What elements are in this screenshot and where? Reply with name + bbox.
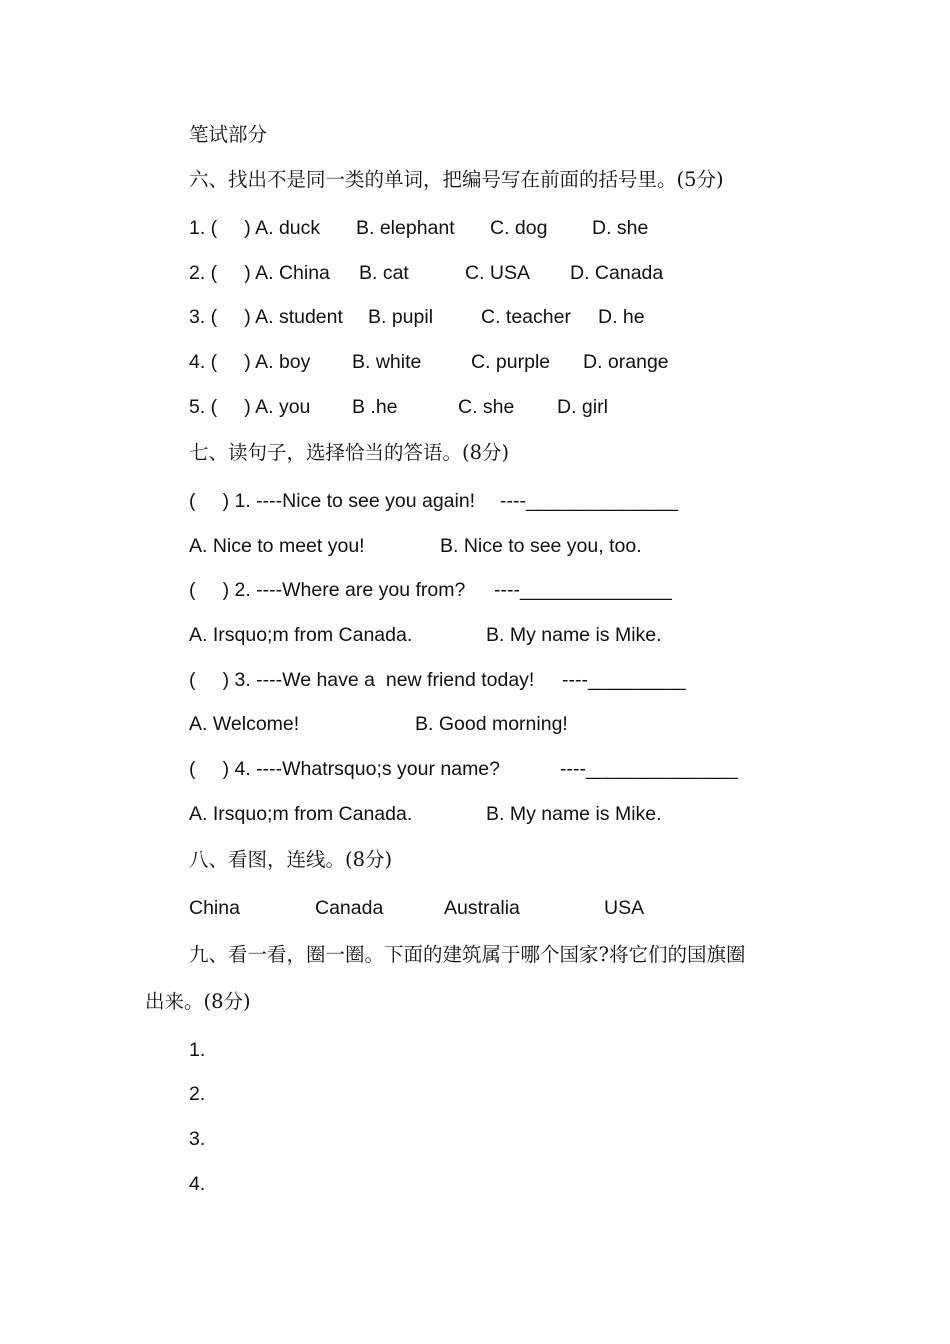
part7-options-4 (189, 800, 662, 828)
option-a: A. Irsquo;m from Canada. (189, 624, 413, 646)
option-a: A. Irsquo;m from Canada. (189, 803, 413, 825)
part7-heading: 七、读句子，选择恰当的答语。(8分) (189, 441, 510, 464)
option-c: C. dog (490, 217, 548, 239)
country-label: Canada (315, 897, 384, 919)
question-text: ( ) 3. ----We have a new friend today! (189, 669, 535, 691)
part6-heading: 六、找出不是同一类的单词，把编号写在前面的括号里。(5分) (189, 168, 724, 191)
part7-question-3 (189, 666, 686, 694)
question-text: ( ) 1. ----Nice to see you again! (189, 490, 476, 512)
part7-options-2 (189, 621, 662, 649)
option-b: B. My name is Mike. (486, 803, 662, 825)
option-a: 2. ( ) A. China (189, 262, 330, 284)
option-c: C. USA (465, 262, 531, 284)
country-label: China (189, 897, 240, 919)
part6-item-5 (189, 393, 608, 421)
part9-heading-continued: 出来。(8分) (145, 990, 251, 1013)
option-b: B. white (352, 351, 422, 373)
option-a: A. Nice to meet you! (189, 535, 365, 557)
part7-question-2 (189, 576, 672, 604)
question-text: ( ) 2. ----Where are you from? (189, 579, 466, 601)
part9-item-number: 2. (189, 1083, 206, 1105)
option-b: B. cat (359, 262, 409, 284)
section-title: 笔试部分 (189, 123, 268, 146)
option-a: A. Welcome! (189, 713, 300, 735)
option-b: B .he (352, 396, 398, 418)
option-b: B. elephant (356, 217, 455, 239)
option-c: C. teacher (481, 306, 571, 328)
option-b: B. Nice to see you, too. (440, 535, 642, 557)
option-a: 3. ( ) A. student (189, 306, 343, 328)
option-a: 4. ( ) A. boy (189, 351, 311, 373)
option-c: C. she (458, 396, 515, 418)
part9-item-number: 4. (189, 1173, 206, 1195)
answer-blank: ----_________ (562, 669, 686, 691)
answer-blank: ----______________ (500, 490, 678, 512)
country-label: USA (604, 897, 645, 919)
part9-heading: 九、看一看，圈一圈。下面的建筑属于哪个国家?将它们的国旗圈 (189, 943, 746, 966)
part8-country-row (189, 894, 645, 922)
part6-item-2 (189, 259, 664, 287)
part8-heading: 八、看图，连线。(8分) (189, 848, 393, 871)
part6-item-1 (189, 214, 649, 242)
question-text: ( ) 4. ----Whatrsquo;s your name? (189, 758, 501, 780)
part7-question-1 (189, 487, 678, 515)
part6-item-4 (189, 348, 669, 376)
option-b: B. pupil (368, 306, 434, 328)
option-d: D. she (592, 217, 649, 239)
option-d: D. Canada (570, 262, 664, 284)
answer-blank: ----______________ (494, 579, 672, 601)
part7-question-4 (189, 755, 738, 783)
answer-blank: ----______________ (560, 758, 738, 780)
country-label: Australia (444, 897, 520, 919)
option-a: 5. ( ) A. you (189, 396, 311, 418)
part6-item-3 (189, 303, 645, 331)
part9-item-number: 1. (189, 1039, 206, 1061)
option-d: D. he (598, 306, 645, 328)
option-d: D. girl (557, 396, 608, 418)
option-a: 1. ( ) A. duck (189, 217, 321, 239)
part7-options-3 (189, 710, 568, 738)
option-b: B. Good morning! (415, 713, 568, 735)
option-b: B. My name is Mike. (486, 624, 662, 646)
part9-item-number: 3. (189, 1128, 206, 1150)
option-c: C. purple (471, 351, 551, 373)
option-d: D. orange (583, 351, 669, 373)
part7-options-1 (189, 532, 642, 560)
